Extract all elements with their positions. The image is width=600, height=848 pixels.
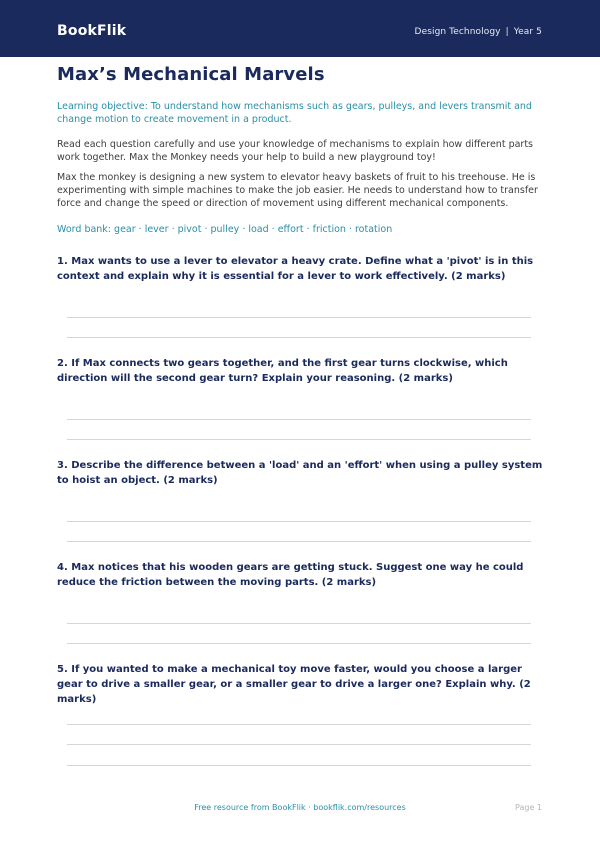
page-title: Max’s Mechanical Marvels [57,64,325,85]
learning-objective: Learning objective: To understand how mechanisms such as gears, pulleys, and levers transmit and change motion to create movement in a product. [57,101,532,125]
question-5: 5. If you wanted to make a mechanical toy move faster, would you choose a larger gear to drive a smaller gear, or a smaller gear to drive a larger one? Explain why. (2 marks) [57,664,531,705]
answer-line[interactable] [67,541,531,542]
answer-line[interactable] [67,521,531,522]
footer-resource-link[interactable]: Free resource from BookFlik · bookflik.com/resources [194,803,406,812]
answer-line[interactable] [67,317,531,318]
answer-line[interactable] [67,765,531,766]
answer-line[interactable] [67,337,531,338]
answer-line[interactable] [67,439,531,440]
subject-label: Design Technology [414,27,501,37]
page-number: Page 1 [515,803,542,812]
instructions-text: Read each question carefully and use your knowledge of mechanisms to explain how different parts work together. Max the Monkey needs your help to build a new playground toy! [57,139,534,163]
question-1: 1. Max wants to use a lever to elevator a heavy crate. Define what a 'pivot' is in this context and explain why it is essential for a lever to work effectively. (2 marks) [57,256,534,282]
answer-line[interactable] [67,724,531,725]
word-bank: Word bank: gear · lever · pivot · pulley · load · effort · friction · rotation [57,224,393,235]
year-label: Year 5 [513,27,542,37]
header-bar [0,0,600,57]
scenario-text: Max the monkey is designing a new system to elevator heavy baskets of fruit to his treehouse. He is experimenting with simple machines to make the job easier. He needs to understand how to transfer force and change the speed or direction of movement using different mechanical components. [57,172,538,209]
header-subject-info [415,27,542,37]
answer-line[interactable] [67,744,531,745]
answer-line[interactable] [67,419,531,420]
question-3: 3. Describe the difference between a 'load' and an 'effort' when using a pulley system to hoist an object. (2 marks) [57,460,543,486]
answer-line[interactable] [67,623,531,624]
answer-line[interactable] [67,643,531,644]
header-separator: | [505,27,509,37]
question-4: 4. Max notices that his wooden gears are getting stuck. Suggest one way he could reduce the friction between the moving parts. (2 marks) [57,562,524,588]
question-2: 2. If Max connects two gears together, and the first gear turns clockwise, which direction will the second gear turn? Explain your reasoning. (2 marks) [57,358,508,384]
brand-logo[interactable]: BookFlik [57,23,127,39]
